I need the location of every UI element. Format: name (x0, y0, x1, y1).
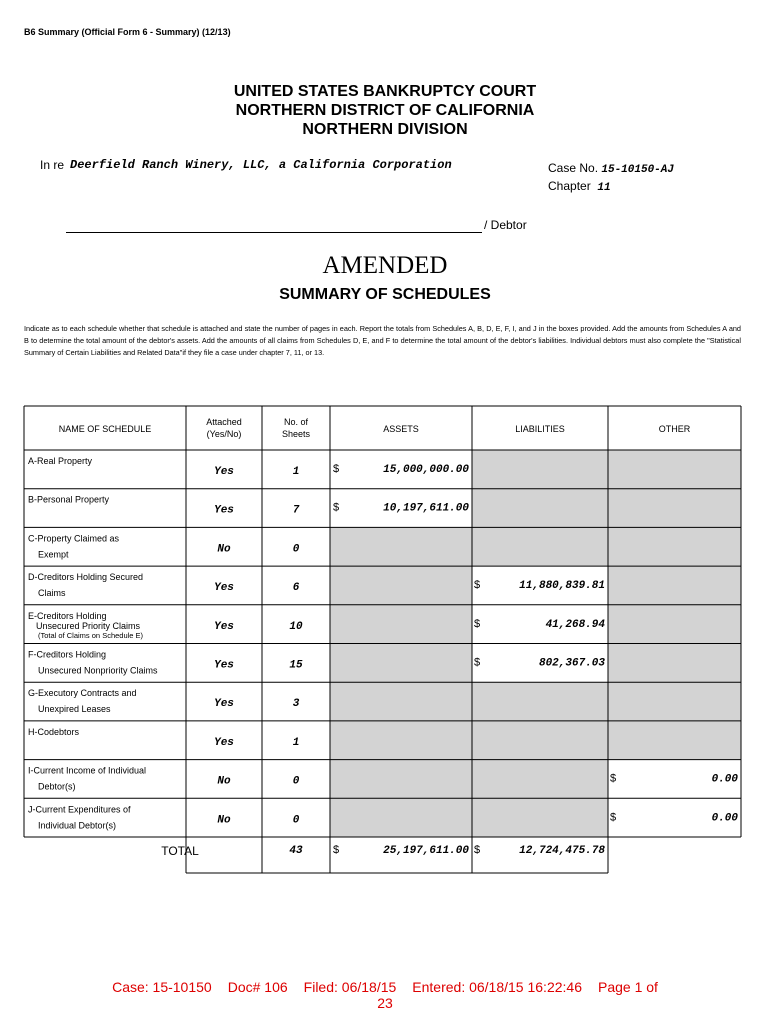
other-value: 0.00 (711, 812, 738, 825)
sheets-value: 7 (292, 504, 300, 517)
total-label: TOTAL (161, 844, 199, 858)
chapter-number: 11 (597, 182, 611, 194)
other-currency: $ (610, 772, 617, 785)
schedule-note: (Total of Claims on Schedule E) (38, 630, 144, 640)
assets-value: 15,000,000.00 (383, 464, 469, 476)
court-division: NORTHERN DIVISION (302, 121, 468, 138)
schedule-name-line2: Unsecured Nonpriority Claims (38, 665, 158, 676)
shaded-cell (330, 605, 472, 644)
shaded-cell (472, 760, 608, 799)
header-attached: Attached (206, 417, 242, 427)
shaded-cell (330, 682, 472, 721)
schedule-name: D-Creditors Holding Secured (28, 572, 144, 583)
schedule-name: A-Real Property (28, 456, 93, 466)
shaded-cell (472, 489, 608, 528)
header-assets: ASSETS (383, 424, 419, 434)
liabilities-currency: $ (474, 656, 481, 669)
liabilities-currency: $ (474, 617, 481, 630)
header-sheets-sub: Sheets (281, 429, 311, 439)
schedule-name: F-Creditors Holding (28, 649, 107, 660)
sheets-value: 10 (289, 620, 303, 633)
header-name-of-schedule: NAME OF SCHEDULE (58, 424, 152, 434)
schedule-name: J-Current Expenditures of (28, 804, 131, 815)
shaded-cell (330, 566, 472, 605)
schedule-name-line2: Unexpired Leases (38, 704, 111, 715)
header-other: OTHER (658, 424, 691, 434)
schedule-name-line2: Debtor(s) (38, 781, 76, 792)
attached-value: Yes (214, 659, 234, 672)
court-name: UNITED STATES BANKRUPTCY COURT (233, 83, 537, 100)
case-no-label: Case No. (548, 161, 599, 175)
debtor-label: / Debtor (484, 218, 527, 232)
liabilities-value: 802,367.03 (538, 657, 605, 670)
footer-case: Case: 15-10150 (112, 979, 212, 995)
assets-value: 10,197,611.00 (383, 502, 469, 515)
debtor-name: Deerfield Ranch Winery, LLC, a California Corporation (70, 158, 452, 172)
filing-footer (80, 979, 690, 1011)
court-district: NORTHERN DISTRICT OF CALIFORNIA (235, 102, 535, 119)
shaded-cell (608, 566, 741, 605)
sheets-value: 0 (292, 543, 300, 556)
summary-title: SUMMARY OF SCHEDULES (279, 286, 491, 303)
sheets-value: 3 (292, 698, 300, 711)
footer-entered: Entered: 06/18/15 16:22:46 (412, 979, 582, 995)
footer-doc: Doc# 106 (227, 979, 288, 995)
liabilities-value: 11,880,839.81 (519, 580, 605, 593)
total-liabilities-currency: $ (474, 844, 481, 856)
shaded-cell (330, 527, 472, 566)
shaded-cell (608, 644, 741, 683)
schedule-name: C-Property Claimed as (28, 533, 120, 544)
in-re-label: In re (40, 158, 65, 172)
liabilities-currency: $ (474, 579, 481, 592)
attached-value: Yes (214, 698, 234, 711)
schedule-name: H-Codebtors (28, 726, 80, 737)
attached-value: Yes (214, 582, 234, 595)
sheets-value: 15 (289, 659, 303, 672)
attached-value: No (217, 775, 231, 788)
attached-value: Yes (214, 736, 234, 749)
case-number: 15-10150-AJ (601, 164, 674, 176)
header-attached-sub: (Yes/No) (206, 429, 242, 439)
schedule-name: B-Personal Property (28, 494, 110, 505)
shaded-cell (330, 644, 472, 683)
footer-page-total: 23 (377, 995, 393, 1011)
schedule-name-line2: Claims (38, 588, 66, 599)
schedule-name-line2: Individual Debtor(s) (38, 820, 117, 831)
total-sheets: 43 (289, 845, 303, 857)
header-liabilities: LIABILITIES (515, 424, 565, 434)
assets-currency: $ (333, 463, 340, 475)
instructions-text: Indicate as to each schedule whether that schedule is attached and state the number of pages in each. Report the totals from Schedules A, B, D, E, F, I, and J in the boxes provided. Add the amounts from Schedules A and B to determine the total amount of the debtor's assets. Add the amounts of all claims from Schedules D, E, and F to determine the total amount of the debtor's liabilities. Individual debtors must also complete the "Statistical Summary of Certain Liabilities and Related Data"if they file a case under chapter 7, 11, or 13. (24, 324, 741, 357)
sheets-value: 1 (292, 736, 300, 749)
chapter-label: Chapter (548, 179, 591, 193)
shaded-cell (608, 605, 741, 644)
total-liabilities: 12,724,475.78 (519, 845, 605, 857)
schedule-name-line2: Exempt (38, 549, 69, 560)
other-value: 0.00 (711, 773, 738, 786)
shaded-cell (472, 682, 608, 721)
shaded-cell (330, 798, 472, 837)
footer-page: Page 1 of (597, 979, 658, 995)
attached-value: Yes (214, 466, 234, 478)
total-assets: 25,197,611.00 (383, 845, 469, 857)
shaded-cell (608, 450, 741, 489)
schedule-name-line2: Unsecured Priority Claims (36, 620, 141, 631)
total-assets-currency: $ (333, 844, 340, 856)
shaded-cell (472, 798, 608, 837)
sheets-value: 1 (292, 466, 300, 478)
other-currency: $ (610, 811, 617, 824)
shaded-cell (608, 489, 741, 528)
attached-value: Yes (214, 504, 234, 517)
attached-value: No (217, 814, 231, 827)
header-sheets: No. of (283, 417, 309, 427)
form-identifier: B6 Summary (Official Form 6 - Summary) (12/13) (24, 27, 231, 37)
shaded-cell (472, 721, 608, 760)
footer-filed: Filed: 06/18/15 (303, 979, 397, 995)
shaded-cell (608, 527, 741, 566)
attached-value: Yes (214, 620, 234, 633)
schedule-name: G-Executory Contracts and (28, 688, 137, 699)
shaded-cell (330, 721, 472, 760)
shaded-cell (472, 527, 608, 566)
shaded-cell (472, 450, 608, 489)
assets-currency: $ (333, 501, 340, 514)
schedule-name: E-Creditors Holding (28, 610, 107, 621)
shaded-cell (608, 682, 741, 721)
shaded-cell (330, 760, 472, 799)
sheets-value: 6 (292, 582, 300, 595)
sheets-value: 0 (292, 814, 300, 827)
attached-value: No (217, 543, 231, 556)
shaded-cell (608, 721, 741, 760)
sheets-value: 0 (292, 775, 300, 788)
schedule-name: I-Current Income of Individual (28, 765, 147, 776)
liabilities-value: 41,268.94 (545, 618, 605, 631)
amended-heading: AMENDED (322, 252, 448, 279)
